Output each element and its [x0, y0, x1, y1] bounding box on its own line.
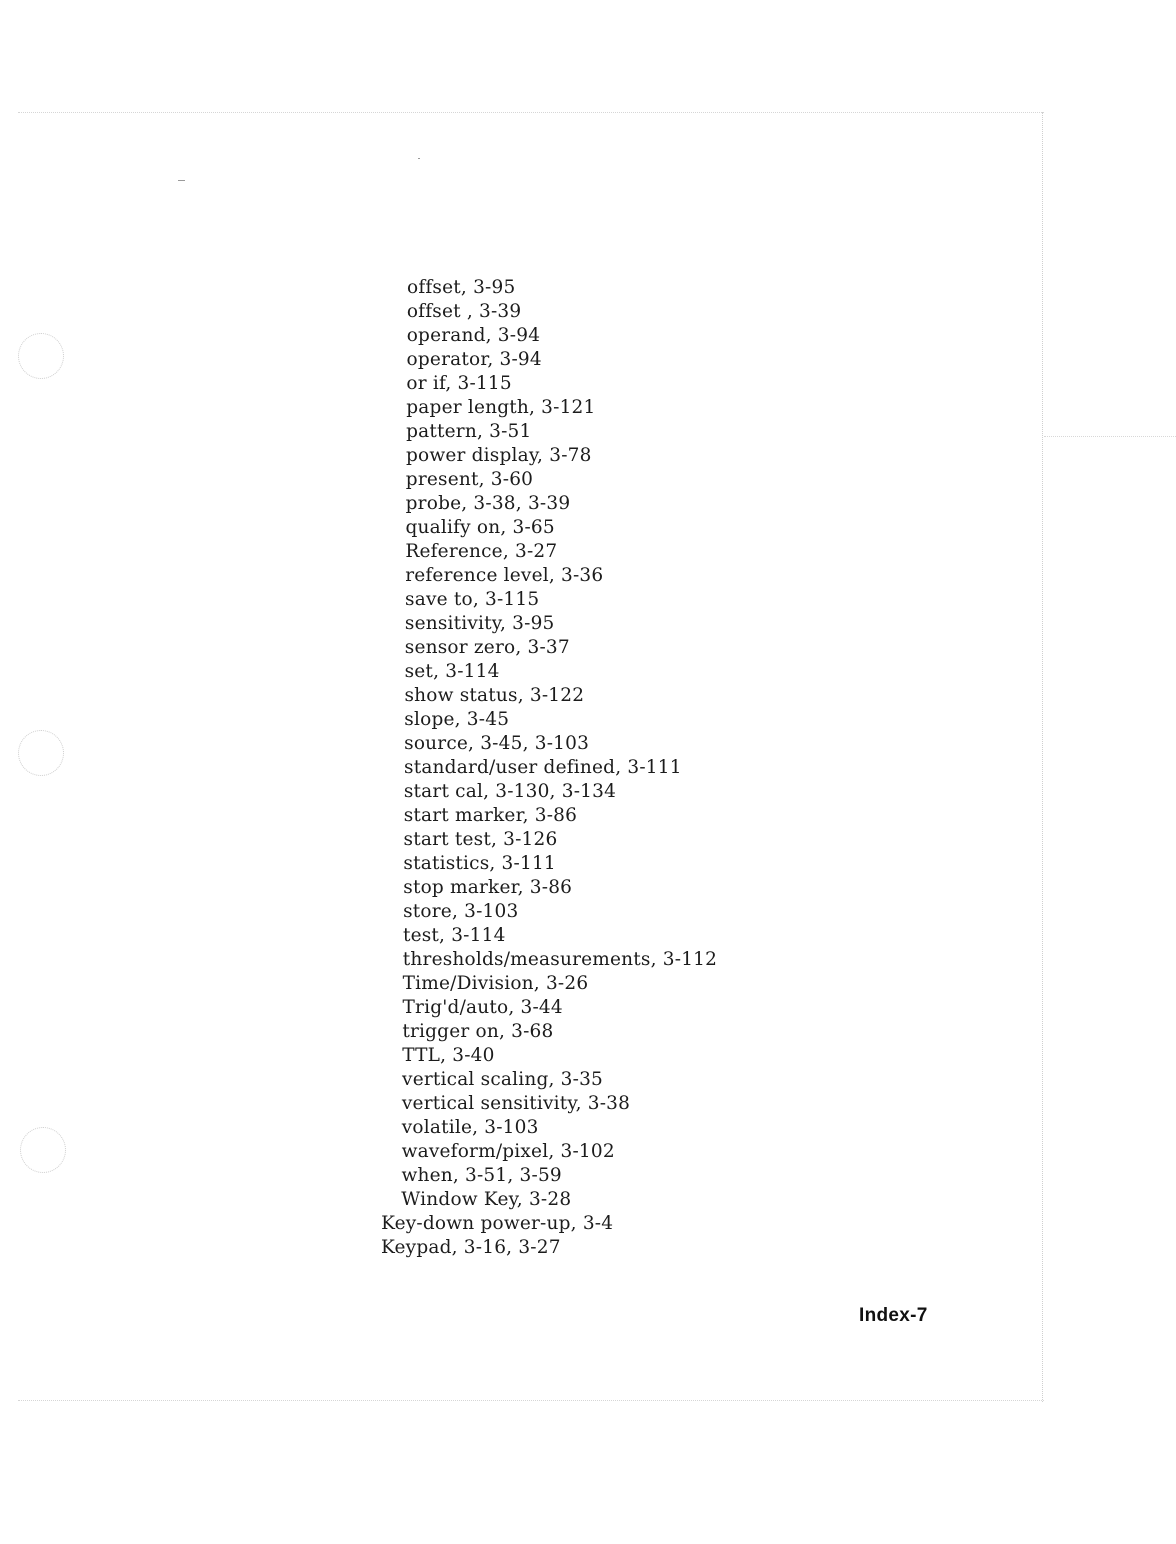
index-subentry: vertical scaling, 3-35 [402, 1069, 604, 1090]
index-subentry: Time/Division, 3-26 [402, 973, 589, 994]
index-subentry: statistics, 3-111 [403, 853, 556, 874]
page-edge-tab [1044, 436, 1176, 437]
index-subentry: save to, 3-115 [405, 589, 540, 610]
index-subentry: start cal, 3-130, 3-134 [403, 781, 617, 802]
index-subentry: power display, 3-78 [405, 445, 592, 466]
index-subentry: show status, 3-122 [404, 685, 585, 706]
index-subentry: start marker, 3-86 [403, 805, 578, 826]
index-subentry: when, 3-51, 3-59 [401, 1165, 562, 1186]
index-subentry: volatile, 3-103 [401, 1117, 539, 1138]
index-subentry: slope, 3-45 [404, 709, 510, 730]
index-subentry: trigger on, 3-68 [402, 1021, 554, 1042]
page-edge-top [18, 112, 1044, 113]
index-subentry: source, 3-45, 3-103 [404, 733, 590, 754]
page-edge-right [1042, 112, 1043, 1402]
binder-hole [18, 333, 64, 379]
index-subentry: Trig'd/auto, 3-44 [402, 997, 563, 1018]
index-subentry: paper length, 3-121 [406, 397, 596, 418]
index-subentry: offset , 3-39 [406, 301, 522, 322]
index-subentry: thresholds/measurements, 3-112 [402, 949, 718, 970]
index-subentry: waveform/pixel, 3-102 [401, 1141, 615, 1162]
index-subentry: Reference, 3-27 [405, 541, 558, 562]
index-subentry: vertical sensitivity, 3-38 [401, 1093, 631, 1114]
scan-speck [178, 180, 185, 181]
index-main-entry: Key-down power-up, 3-4 [381, 1213, 614, 1234]
index-subentry: reference level, 3-36 [405, 565, 604, 586]
index-subentry: store, 3-103 [403, 901, 519, 922]
index-main-entry: Keypad, 3-16, 3-27 [381, 1237, 561, 1258]
index-subentry: probe, 3-38, 3-39 [405, 493, 571, 514]
index-subentry: operator, 3-94 [406, 349, 542, 370]
index-subentry: test, 3-114 [402, 925, 506, 946]
index-subentry: stop marker, 3-86 [403, 877, 573, 898]
index-subentry: present, 3-60 [405, 469, 534, 490]
index-subentry: pattern, 3-51 [406, 421, 532, 442]
index-subentry: qualify on, 3-65 [405, 517, 555, 538]
index-subentry: or if, 3-115 [406, 373, 512, 394]
page-edge-bottom [18, 1400, 1044, 1401]
binder-hole [18, 730, 64, 776]
index-subentry: sensitivity, 3-95 [404, 613, 555, 634]
index-subentry: sensor zero, 3-37 [404, 637, 570, 658]
index-subentry: operand, 3-94 [406, 325, 541, 346]
index-subentry: start test, 3-126 [403, 829, 558, 850]
page-number: Index-7 [859, 1305, 928, 1326]
binder-hole [20, 1127, 66, 1173]
index-subentry: set, 3-114 [404, 661, 500, 682]
index-subentry: Window Key, 3-28 [401, 1189, 572, 1210]
index-subentry: standard/user defined, 3-111 [404, 757, 682, 778]
scan-speck [418, 158, 420, 159]
index-subentry: offset, 3-95 [407, 277, 516, 298]
index-subentry: TTL, 3-40 [402, 1045, 495, 1066]
